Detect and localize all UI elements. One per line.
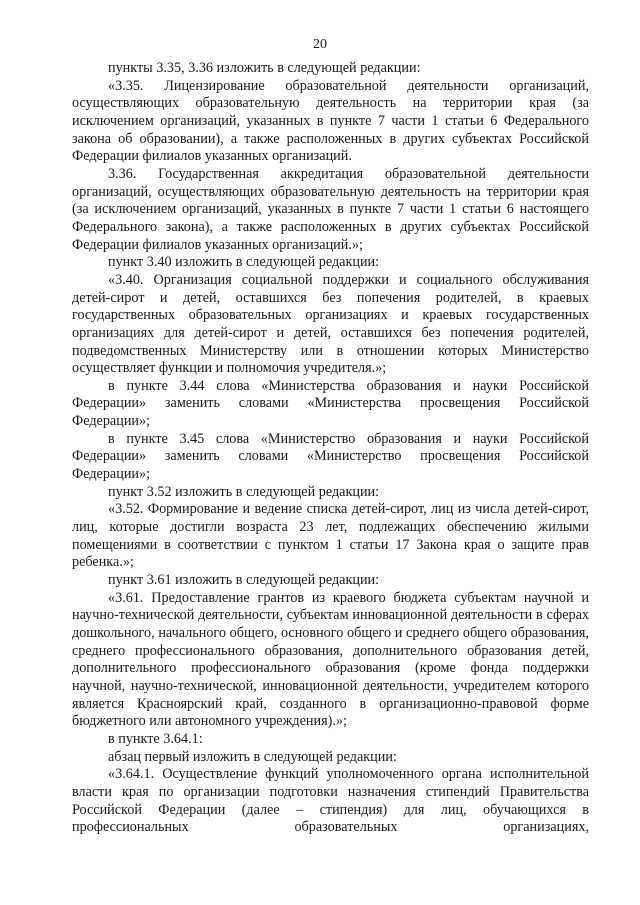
page-number: 20 xyxy=(313,37,327,52)
paragraph-item-3-44: в пункте 3.44 слова «Министерства образования и науки Российской Федерации» заменить словами «Министерства просвещения Российской Федерации»; xyxy=(72,377,589,430)
paragraph-item-3-40: «3.40. Организация социальной поддержки и социального обслуживания детей-сирот и детей, оставшихся без попечения родителей, в краевых государственных образовательных организациях и краевых государственных организациях для детей-сирот и детей, оставшихся без попечения родителей, подведомственных Министерству или в отношении которых Министерство осуществляет функции и полномочия учредителя.»; xyxy=(72,271,589,377)
paragraph-intro-3-40: пункт 3.40 изложить в следующей редакции: xyxy=(108,254,380,271)
paragraph-item-3-52: «3.52. Формирование и ведение списка детей-сирот, лиц из числа детей-сирот, лиц, которые достигли возраста 23 лет, подлежащих обеспечению жилыми помещениями в соответствии с пунктом 1 статьи 17 Закона края о защите прав ребенка.»; xyxy=(72,501,589,571)
paragraph-item-3-64-1: «3.64.1. Осуществление функций уполномоченного органа исполнительной власти края по организации подготовки назначения стипендий Правительства Российской Федерации (далее – стипендия) для лиц, обучающихся в профессиональных образовательных организациях, xyxy=(72,766,589,836)
paragraph-item-3-36: 3.36. Государственная аккредитация образовательной деятельности организаций, осуществляющих образовательную деятельность на территории края (за исключением организаций, указанных в пункте 7 части 1 статьи 6 настоящего Федерального закона), а также расположенных в других субъектах Российской Федерации филиалов указанных организаций.»; xyxy=(72,165,589,253)
paragraph-intro-3-64-1: в пункте 3.64.1: xyxy=(108,730,203,747)
document-body xyxy=(72,60,589,837)
paragraph-item-3-61: «3.61. Предоставление грантов из краевого бюджета субъектам научной и научно-технической деятельности, субъектам инновационной деятельности в сферах дошкольного, начального общего, основного общего и среднего общего образования, среднего профессионального образования, дополнительного образования детей, дополнительного профессионального образования (кроме фонда поддержки научной, научно-технической, инновационной деятельности, учредителем которого является Красноярский край, созданного в организационно-правовой форме бюджетного или автономного учреждения).»; xyxy=(72,589,589,730)
paragraph-intro-3-52: пункт 3.52 изложить в следующей редакции: xyxy=(108,483,380,500)
paragraph-item-3-45: в пункте 3.45 слова «Министерство образования и науки Российской Федерации» заменить словами «Министерство просвещения Российской Федерации»; xyxy=(72,430,589,483)
paragraph-first-abzac: абзац первый изложить в следующей редакции: xyxy=(108,748,397,765)
paragraph-intro-3-35-3-36: пункты 3.35, 3.36 изложить в следующей редакции: xyxy=(108,60,421,76)
paragraph-intro-3-61: пункт 3.61 изложить в следующей редакции: xyxy=(108,572,380,589)
paragraph-item-3-35: «3.35. Лицензирование образовательной деятельности организаций, осуществляющих образовательную деятельность на территории края (за исключением организаций, указанных в пункте 7 части 1 статьи 6 Федерального закона об образовании), а также расположенных в других субъектах Российской Федерации филиалов указанных организаций. xyxy=(72,77,589,165)
